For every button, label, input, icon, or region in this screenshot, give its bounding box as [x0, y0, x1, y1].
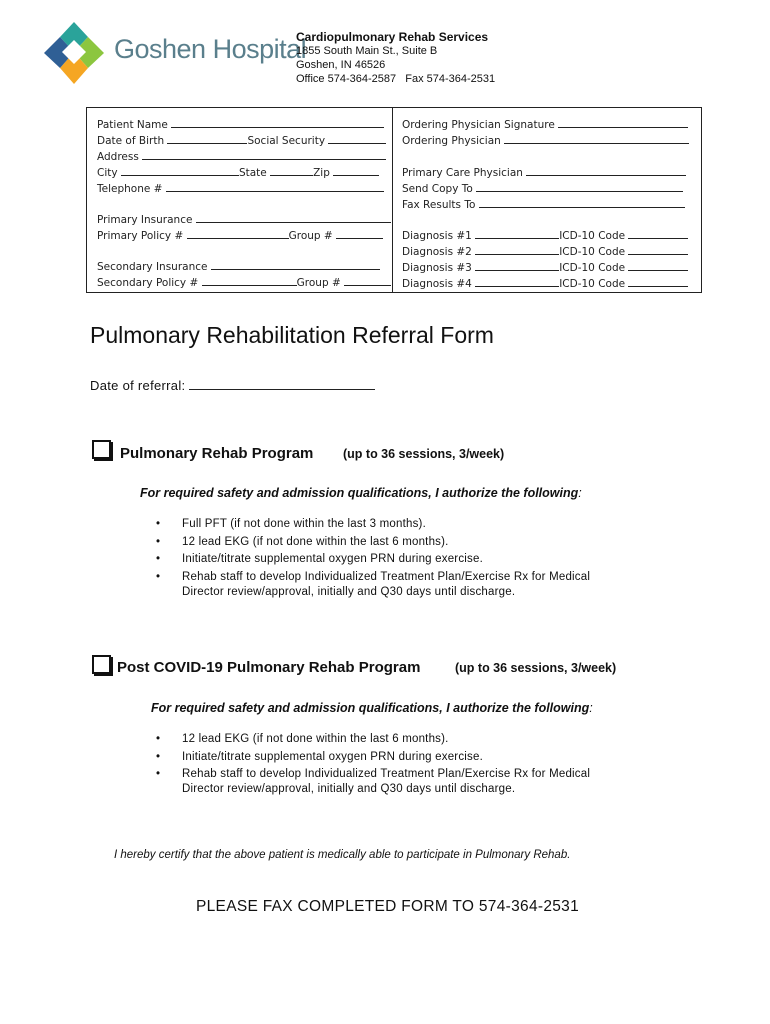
authorize-colon: :: [578, 486, 582, 500]
diagnosis-3-label: Diagnosis #3: [402, 262, 472, 274]
secondary-group-label: Group #: [296, 277, 341, 289]
icd-4-label: ICD-10 Code: [559, 278, 626, 290]
pulmonary-rehab-title: Pulmonary Rehab Program: [120, 445, 314, 462]
primary-insurance-field[interactable]: [97, 212, 391, 226]
telephone-line: [166, 181, 384, 192]
ssn-line: [328, 133, 386, 144]
address-line-2: Goshen, IN 46526: [296, 59, 386, 71]
primary-policy-line: [187, 228, 289, 239]
primary-group-line: [336, 228, 383, 239]
ordering-signature-label: Ordering Physician Signature: [402, 119, 555, 131]
icd-3-label: ICD-10 Code: [559, 262, 626, 274]
address-field[interactable]: [97, 149, 386, 163]
icd-1-label: ICD-10 Code: [559, 230, 626, 242]
diagnosis-1-line: [475, 228, 559, 239]
icd-2-label: ICD-10 Code: [559, 246, 626, 258]
form-title: Pulmonary Rehabilitation Referral Form: [90, 322, 494, 348]
authorize-text: For required safety and admission qualifications, I authorize the following: [151, 701, 590, 715]
fax-results-label: Fax Results To: [402, 199, 476, 211]
date-of-referral-label: Date of referral:: [90, 378, 186, 393]
icd-1-line: [628, 228, 688, 239]
state-line: [270, 165, 313, 176]
diagnosis-4-label: Diagnosis #4: [402, 278, 472, 290]
icd-3-line: [628, 260, 688, 271]
date-of-referral-field[interactable]: [90, 377, 375, 393]
secondary-insurance-label: Secondary Insurance: [97, 261, 208, 273]
secondary-policy-line: [202, 275, 297, 286]
send-copy-field[interactable]: [402, 181, 683, 195]
primary-care-label: Primary Care Physician: [402, 167, 523, 179]
primary-policy-field[interactable]: [97, 228, 383, 242]
diagnosis-3-line: [475, 260, 559, 271]
patient-name-field[interactable]: [97, 117, 384, 131]
pulmonary-rehab-checkbox[interactable]: [92, 440, 111, 459]
ssn-label: Social Security: [247, 135, 326, 147]
ordering-physician-field[interactable]: [402, 133, 689, 147]
order-item: • 12 lead EKG (if not done within the last 6 months).: [156, 534, 590, 552]
order-item: • Rehab staff to develop Individualized Treatment Plan/Exercise Rx for Medical: [156, 569, 590, 587]
dob-line: [167, 133, 247, 144]
telephone-field[interactable]: [97, 181, 384, 195]
post-covid-rehab-checkbox[interactable]: [92, 655, 111, 674]
fax-results-line: [479, 197, 685, 208]
order-item: • 12 lead EKG (if not done within the last 6 months).: [156, 731, 590, 749]
fax-instruction: PLEASE FAX COMPLETED FORM TO 574-364-2531: [196, 898, 580, 915]
icd-2-line: [628, 244, 688, 255]
diagnosis-2-label: Diagnosis #2: [402, 246, 472, 258]
order-item-continuation: Director review/approval, initially and Q30 days until discharge.: [182, 783, 516, 795]
secondary-policy-field[interactable]: [97, 275, 391, 289]
authorize-text: For required safety and admission qualifications, I authorize the following: [140, 486, 579, 500]
city-field[interactable]: [97, 165, 379, 179]
zip-label: Zip: [313, 167, 330, 179]
icd-4-line: [628, 276, 688, 287]
secondary-insurance-line: [211, 259, 380, 270]
primary-care-line: [526, 165, 686, 176]
state-label: State: [238, 167, 267, 179]
order-item: • Full PFT (if not done within the last 3 months).: [156, 516, 590, 534]
address-line-1: 1855 South Main St., Suite B: [296, 45, 438, 57]
ordering-signature-field[interactable]: [402, 117, 688, 131]
diagnosis-2-line: [475, 244, 559, 255]
fax-results-field[interactable]: [402, 197, 685, 211]
city-label: City: [97, 167, 118, 179]
dob-field[interactable]: [97, 133, 386, 147]
pulmonary-rehab-orders-list: [156, 516, 590, 586]
send-copy-line: [476, 181, 683, 192]
primary-group-label: Group #: [288, 230, 333, 242]
diagnosis-1-field[interactable]: [402, 228, 688, 242]
post-covid-orders-list: [156, 731, 590, 784]
secondary-policy-label: Secondary Policy #: [97, 277, 199, 289]
date-of-referral-line: [189, 377, 375, 390]
ordering-physician-label: Ordering Physician: [402, 135, 501, 147]
patient-name-label: Patient Name: [97, 119, 168, 131]
telephone-label: Telephone #: [97, 183, 163, 195]
table-divider: [392, 107, 393, 293]
diagnosis-1-label: Diagnosis #1: [402, 230, 472, 242]
hospital-name: Goshen Hospital: [114, 34, 307, 64]
order-item: • Initiate/titrate supplemental oxygen PRN during exercise.: [156, 749, 590, 767]
send-copy-label: Send Copy To: [402, 183, 473, 195]
diagnosis-4-field[interactable]: [402, 276, 688, 290]
address-label: Address: [97, 151, 139, 163]
ordering-signature-line: [558, 117, 688, 128]
certification-statement: I hereby certify that the above patient is medically able to participate in Pulmonary Rehab.: [114, 849, 571, 861]
diagnosis-2-field[interactable]: [402, 244, 688, 258]
ordering-physician-line: [504, 133, 689, 144]
contact-line: Office 574-364-2587 Fax 574-364-2531: [296, 73, 496, 85]
patient-name-line: [171, 117, 384, 128]
zip-line: [333, 165, 379, 176]
address-line: [142, 149, 386, 160]
order-item: • Rehab staff to develop Individualized Treatment Plan/Exercise Rx for Medical: [156, 766, 590, 784]
primary-care-field[interactable]: [402, 165, 686, 179]
pulmonary-rehab-sessions-note: (up to 36 sessions, 3/week): [343, 447, 505, 461]
department-name: Cardiopulmonary Rehab Services: [296, 30, 489, 44]
primary-insurance-line: [196, 212, 391, 223]
order-item-continuation: Director review/approval, initially and Q30 days until discharge.: [182, 586, 516, 598]
secondary-group-line: [344, 275, 391, 286]
authorize-colon: :: [589, 701, 593, 715]
secondary-insurance-field[interactable]: [97, 259, 380, 273]
diagnosis-3-field[interactable]: [402, 260, 688, 274]
pulmonary-rehab-authorize-line: [140, 484, 582, 502]
post-covid-rehab-title: Post COVID-19 Pulmonary Rehab Program: [117, 659, 421, 676]
dob-label: Date of Birth: [97, 135, 165, 147]
primary-insurance-label: Primary Insurance: [97, 214, 193, 226]
order-item: • Initiate/titrate supplemental oxygen PRN during exercise.: [156, 551, 590, 569]
diagnosis-4-line: [475, 276, 559, 287]
goshen-hospital-logo: [44, 22, 104, 84]
post-covid-authorize-line: [151, 699, 593, 717]
post-covid-rehab-sessions-note: (up to 36 sessions, 3/week): [455, 661, 617, 675]
city-line: [121, 165, 239, 176]
primary-policy-label: Primary Policy #: [97, 230, 184, 242]
